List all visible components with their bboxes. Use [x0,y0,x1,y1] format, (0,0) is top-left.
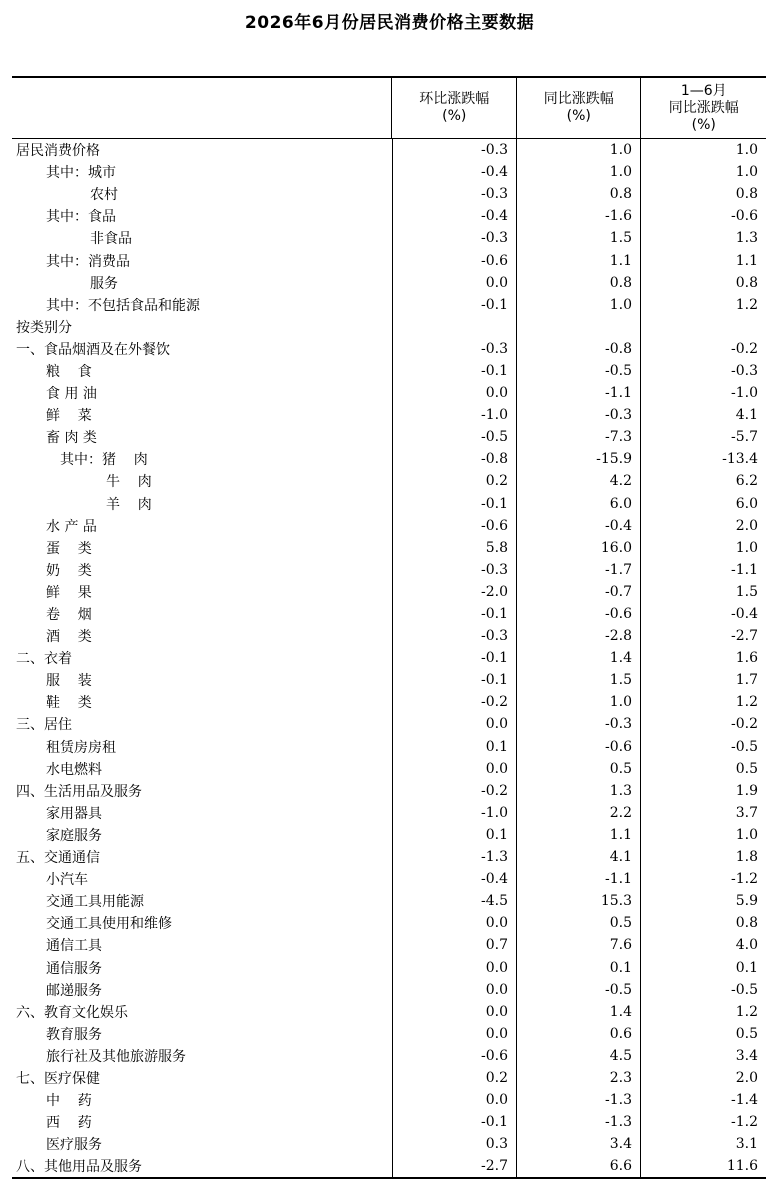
row-label: 二、衣着 [12,647,393,669]
value-yoy: 1.4 [517,1001,641,1023]
table-row [12,205,766,227]
row-label: 鲜 菜 [12,404,393,426]
table-row [12,603,766,625]
header-ytd-line3: (%) [691,116,716,133]
cpi-table [12,76,766,1179]
row-label: 鲜 果 [12,581,393,603]
header-mom [392,78,517,138]
table-row [12,956,766,978]
row-label: 一、食品烟酒及在外餐饮 [12,338,393,360]
table-body [12,139,766,1177]
value-yoy: -1.6 [517,205,641,227]
value-ytd: 3.1 [735,1136,758,1153]
value-ytd: 6.2 [735,473,758,490]
value-mom: 0.0 [393,956,517,978]
row-label: 三、居住 [12,713,393,735]
row-label: 农村 [12,183,393,205]
table-bottom-rule [12,1177,766,1179]
row-label: 八、其他用品及服务 [12,1155,393,1177]
value-ytd: -1.1 [731,561,758,578]
table-row [12,183,766,205]
value-yoy: 1.0 [517,691,641,713]
table-header [12,78,766,138]
value-ytd: -0.4 [731,606,758,623]
value-yoy: 1.5 [517,669,641,691]
table-row [12,493,766,515]
row-label: 小汽车 [12,868,393,890]
table-row [12,426,766,448]
row-label: 卷 烟 [12,603,393,625]
value-mom: 0.0 [393,979,517,1001]
value-ytd: -0.6 [731,208,758,225]
value-mom: 0.2 [393,470,517,492]
value-yoy: 15.3 [517,890,641,912]
row-label: 医疗服务 [12,1133,393,1155]
row-label: 通信服务 [12,956,393,978]
value-yoy: -0.6 [517,736,641,758]
value-yoy: -1.3 [517,1089,641,1111]
value-yoy: 3.4 [517,1133,641,1155]
value-ytd: 1.7 [735,672,758,689]
table-row [12,360,766,382]
row-label: 交通工具用能源 [12,890,393,912]
value-yoy: -2.8 [517,625,641,647]
table-row [12,1089,766,1111]
value-yoy: -0.4 [517,515,641,537]
value-mom: -1.3 [393,846,517,868]
row-label: 教育服务 [12,1023,393,1045]
value-ytd: 0.1 [735,959,758,976]
value-mom: -0.6 [393,249,517,271]
row-label: 租赁房房租 [12,736,393,758]
table-row [12,1111,766,1133]
value-yoy: 1.0 [517,294,641,316]
header-yoy-line1: 同比涨跌幅 [543,91,614,107]
table-row [12,559,766,581]
row-label: 食 用 油 [12,382,393,404]
row-label: 服务 [12,272,393,294]
value-mom: -2.0 [393,581,517,603]
value-yoy: 16.0 [517,537,641,559]
value-yoy [517,316,641,338]
row-label: 六、教育文化娱乐 [12,1001,393,1023]
value-ytd: 11.6 [726,1158,758,1175]
value-ytd: 1.3 [735,230,758,247]
value-ytd: 6.0 [735,495,758,512]
row-label: 五、交通通信 [12,846,393,868]
value-ytd: 1.5 [735,583,758,600]
table-row [12,824,766,846]
value-yoy: 1.5 [517,227,641,249]
table-row [12,1133,766,1155]
value-yoy: 0.8 [517,272,641,294]
value-ytd: 3.7 [735,804,758,821]
header-yoy-line2: (%) [566,108,591,124]
value-mom: 0.0 [393,713,517,735]
row-label: 其中：消费品 [12,249,393,271]
table-row [12,316,766,338]
table-row [12,294,766,316]
value-mom: -0.1 [393,603,517,625]
value-yoy: 0.6 [517,1023,641,1045]
value-mom: 0.0 [393,382,517,404]
table-row [12,979,766,1001]
value-mom: 0.1 [393,824,517,846]
value-ytd: 1.0 [735,142,758,159]
value-ytd: -2.7 [731,628,758,645]
row-label: 通信工具 [12,934,393,956]
value-yoy: 1.4 [517,647,641,669]
row-label: 家庭服务 [12,824,393,846]
value-mom: -0.6 [393,515,517,537]
value-mom: 0.0 [393,758,517,780]
value-ytd: 4.0 [735,937,758,954]
value-mom: -0.6 [393,1045,517,1067]
value-yoy: -1.7 [517,559,641,581]
value-mom: -0.8 [393,448,517,470]
row-label: 七、医疗保健 [12,1067,393,1089]
value-mom: 0.0 [393,272,517,294]
value-ytd: 3.4 [735,1047,758,1064]
table-row [12,669,766,691]
value-mom: -0.3 [393,227,517,249]
value-ytd: 1.1 [735,252,758,269]
table-row [12,161,766,183]
row-label: 牛 肉 [12,470,393,492]
value-mom: -0.3 [393,625,517,647]
table-row [12,338,766,360]
table-row [12,249,766,271]
value-ytd: -0.3 [731,362,758,379]
value-yoy: 7.6 [517,934,641,956]
value-yoy: 6.0 [517,493,641,515]
table-row [12,736,766,758]
header-mom-line1: 环比涨跌幅 [419,91,490,107]
table-row [12,691,766,713]
table-row [12,912,766,934]
value-ytd: 0.5 [735,1025,758,1042]
value-mom: 0.0 [393,1089,517,1111]
value-yoy: 4.2 [517,470,641,492]
row-label: 水 产 品 [12,515,393,537]
value-mom: -0.1 [393,360,517,382]
page-title: 2026年6月份居民消费价格主要数据 [244,13,535,33]
value-yoy: -1.1 [517,382,641,404]
table-row [12,470,766,492]
value-ytd: 2.0 [735,517,758,534]
row-label: 交通工具使用和维修 [12,912,393,934]
row-label: 西 药 [12,1111,393,1133]
value-mom [393,316,517,338]
value-mom: 5.8 [393,537,517,559]
value-yoy: -1.3 [517,1111,641,1133]
value-yoy: -1.1 [517,868,641,890]
table-row [12,780,766,802]
value-mom: -4.5 [393,890,517,912]
header-label-cell [12,78,392,138]
header-ytd [641,78,766,138]
value-mom: -0.4 [393,205,517,227]
value-ytd: -5.7 [731,429,758,446]
header-ytd-line2: 同比涨跌幅 [668,99,739,116]
table-row [12,382,766,404]
value-mom: -0.4 [393,161,517,183]
value-ytd: 0.5 [735,760,758,777]
table-row [12,515,766,537]
value-ytd: 0.8 [735,186,758,203]
table-row [12,1155,766,1177]
value-mom: -0.1 [393,1111,517,1133]
value-yoy: -0.6 [517,603,641,625]
value-ytd: -13.4 [722,451,758,468]
value-mom: 0.3 [393,1133,517,1155]
value-mom: -0.2 [393,780,517,802]
value-mom: -0.4 [393,868,517,890]
table-row [12,448,766,470]
table-row [12,802,766,824]
value-mom: -1.0 [393,802,517,824]
value-yoy: -15.9 [517,448,641,470]
row-label: 按类别分 [12,316,393,338]
value-mom: -0.3 [393,139,517,161]
row-label: 羊 肉 [12,493,393,515]
value-ytd: 1.0 [735,164,758,181]
table-row [12,537,766,559]
value-mom: -0.1 [393,493,517,515]
value-ytd: 1.0 [735,826,758,843]
table-row [12,713,766,735]
table-row [12,890,766,912]
value-yoy: -0.3 [517,713,641,735]
row-label: 其中：不包括食品和能源 [12,294,393,316]
value-ytd: -1.2 [731,871,758,888]
value-yoy: 4.1 [517,846,641,868]
value-ytd: 1.2 [735,296,758,313]
value-yoy: 4.5 [517,1045,641,1067]
row-label: 家用器具 [12,802,393,824]
value-yoy: 0.5 [517,758,641,780]
value-ytd: 4.1 [735,407,758,424]
row-label: 居民消费价格 [12,139,393,161]
row-label: 鞋 类 [12,691,393,713]
value-ytd: -1.2 [731,1114,758,1131]
row-label: 其中：食品 [12,205,393,227]
table-row [12,1001,766,1023]
header-ytd-line1: 1—6月 [680,82,727,99]
value-ytd: 1.0 [735,539,758,556]
value-yoy: 1.1 [517,824,641,846]
row-label: 其中：猪 肉 [12,448,393,470]
value-yoy: -7.3 [517,426,641,448]
value-mom: -1.0 [393,404,517,426]
value-ytd: 1.9 [735,782,758,799]
row-label: 粮 食 [12,360,393,382]
value-yoy: 1.3 [517,780,641,802]
value-mom: -0.1 [393,669,517,691]
table-row [12,139,766,161]
value-yoy: 1.1 [517,249,641,271]
value-yoy: -0.7 [517,581,641,603]
value-ytd: -0.2 [731,340,758,357]
value-mom: 0.0 [393,1001,517,1023]
row-label: 水电燃料 [12,758,393,780]
value-ytd: -1.4 [731,1092,758,1109]
value-ytd: 2.0 [735,1069,758,1086]
value-yoy: 2.3 [517,1067,641,1089]
table-row [12,1023,766,1045]
table-row [12,647,766,669]
value-yoy: -0.5 [517,360,641,382]
table-row [12,934,766,956]
table-row [12,758,766,780]
row-label: 酒 类 [12,625,393,647]
value-ytd: 0.8 [735,274,758,291]
row-label: 邮递服务 [12,979,393,1001]
row-label: 奶 类 [12,559,393,581]
value-yoy: 0.1 [517,956,641,978]
value-yoy: 0.5 [517,912,641,934]
row-label: 畜 肉 类 [12,426,393,448]
value-yoy: 1.0 [517,161,641,183]
value-mom: 0.1 [393,736,517,758]
row-label: 四、生活用品及服务 [12,780,393,802]
row-label: 其中：城市 [12,161,393,183]
header-mom-line2: (%) [442,108,467,124]
value-ytd: 1.2 [735,694,758,711]
row-label: 蛋 类 [12,537,393,559]
table-row [12,272,766,294]
table-row [12,868,766,890]
row-label: 旅行社及其他旅游服务 [12,1045,393,1067]
value-mom: 0.2 [393,1067,517,1089]
value-ytd: 1.6 [735,650,758,667]
table-row [12,581,766,603]
row-label: 服 装 [12,669,393,691]
value-mom: -0.3 [393,338,517,360]
value-ytd: 5.9 [735,893,758,910]
value-mom: -0.3 [393,183,517,205]
row-label: 非食品 [12,227,393,249]
value-ytd: -0.5 [731,738,758,755]
row-label: 中 药 [12,1089,393,1111]
value-ytd [641,316,766,338]
value-ytd: -0.2 [731,716,758,733]
value-mom: 0.0 [393,1023,517,1045]
value-mom: -2.7 [393,1155,517,1177]
value-yoy: 6.6 [517,1155,641,1177]
value-mom: 0.7 [393,934,517,956]
value-mom: 0.0 [393,912,517,934]
value-yoy: 1.0 [517,139,641,161]
value-mom: -0.1 [393,647,517,669]
table-row [12,846,766,868]
header-yoy [517,78,642,138]
value-mom: -0.5 [393,426,517,448]
table-row [12,625,766,647]
value-mom: -0.2 [393,691,517,713]
table-row [12,1045,766,1067]
value-yoy: 0.8 [517,183,641,205]
value-ytd: -0.5 [731,981,758,998]
value-mom: -0.1 [393,294,517,316]
value-yoy: 2.2 [517,802,641,824]
value-mom: -0.3 [393,559,517,581]
value-yoy: -0.5 [517,979,641,1001]
table-row [12,1067,766,1089]
value-ytd: 0.8 [735,915,758,932]
value-ytd: 1.8 [735,849,758,866]
value-ytd: 1.2 [735,1003,758,1020]
table-row [12,404,766,426]
value-yoy: -0.8 [517,338,641,360]
table-row [12,227,766,249]
value-yoy: -0.3 [517,404,641,426]
value-ytd: -1.0 [731,385,758,402]
